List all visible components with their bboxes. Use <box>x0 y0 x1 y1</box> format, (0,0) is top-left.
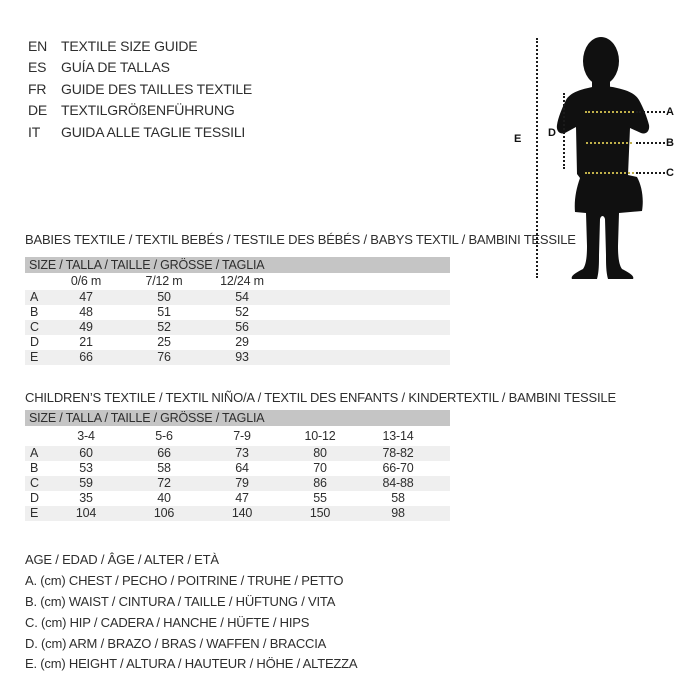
language-line <box>28 122 252 143</box>
table-cell: 21 <box>79 335 93 349</box>
table-cell: 106 <box>153 506 175 520</box>
legend-line: AGE / EDAD / ÂGE / ALTER / ETÀ <box>25 552 219 567</box>
measurement-legend <box>25 550 357 675</box>
table-cell: 25 <box>157 335 171 349</box>
table-cell: 78-82 <box>382 446 414 460</box>
babies-table-title: BABIES TEXTILE / TEXTIL BEBÉS / TESTILE DES BÉBÉS / BABYS TEXTIL / BAMBINI TESSILE <box>25 232 576 247</box>
table-cell: 72 <box>157 476 171 490</box>
table-cell: 59 <box>79 476 93 490</box>
legend-line: C. (cm) HIP / CADERA / HANCHE / HÜFTE / HIPS <box>25 614 310 630</box>
legend-line: D. (cm) ARM / BRAZO / BRAS / WAFFEN / BRACCIA <box>25 635 327 651</box>
table-cell: 58 <box>391 491 405 505</box>
waist-measure-line-B <box>586 142 632 144</box>
column-spacer <box>25 427 47 446</box>
table-cell: 73 <box>235 446 249 460</box>
table-cell: 80 <box>313 446 327 460</box>
measure-label-c: C <box>666 167 674 179</box>
table-cell: 47 <box>235 491 249 505</box>
legend-line: A. (cm) CHEST / PECHO / POITRINE / TRUHE / PETTO <box>25 572 344 588</box>
table-cell: 93 <box>235 350 249 364</box>
children-size-header-bar: SIZE / TALLA / TAILLE / GRÖSSE / TAGLIA <box>25 410 450 426</box>
column-header: 10-12 <box>304 429 336 443</box>
table-cell: 60 <box>79 446 93 460</box>
table-cell: 58 <box>157 461 171 475</box>
table-cell: 40 <box>157 491 171 505</box>
table-row <box>25 320 450 335</box>
measure-label-a: A <box>666 106 674 118</box>
table-row <box>25 491 450 506</box>
babies-table-body <box>25 290 450 365</box>
column-header: 12/24 m <box>220 274 264 288</box>
table-row <box>25 305 450 320</box>
row-label: A <box>30 446 39 460</box>
language-line <box>28 57 252 78</box>
row-label: E <box>30 506 39 520</box>
column-header: 7-9 <box>233 429 251 443</box>
table-cell: 64 <box>235 461 249 475</box>
table-cell: 35 <box>79 491 93 505</box>
language-title: GUIDA ALLE TAGLIE TESSILI <box>61 123 246 140</box>
table-cell: 140 <box>231 506 253 520</box>
table-row <box>25 290 450 305</box>
babies-size-header-bar: SIZE / TALLA / TAILLE / GRÖSSE / TAGLIA <box>25 257 450 273</box>
table-cell: 51 <box>157 305 171 319</box>
measure-label-e: E <box>514 133 522 145</box>
column-header: 7/12 m <box>145 274 183 288</box>
language-code: ES <box>28 59 47 76</box>
legend-line: E. (cm) HEIGHT / ALTURA / HAUTEUR / HÖHE / ALTEZZA <box>25 656 358 672</box>
language-code: IT <box>28 123 41 140</box>
table-row <box>25 476 450 491</box>
language-line <box>28 100 252 121</box>
language-code: FR <box>28 80 47 97</box>
table-cell: 52 <box>235 305 249 319</box>
hip-measure-line-C <box>585 172 634 174</box>
table-cell: 52 <box>157 320 171 334</box>
measure-label-b: B <box>666 137 674 149</box>
row-label: A <box>30 290 39 304</box>
children-column-headers <box>25 427 450 446</box>
table-cell: 50 <box>157 290 171 304</box>
column-spacer <box>25 273 47 290</box>
table-cell: 70 <box>313 461 327 475</box>
table-cell: 56 <box>235 320 249 334</box>
table-cell: 84-88 <box>382 476 414 490</box>
language-title: TEXTILE SIZE GUIDE <box>61 38 198 54</box>
waist-measure-leader-B <box>636 142 665 144</box>
row-label: C <box>30 320 39 334</box>
row-label: D <box>30 491 39 505</box>
table-cell: 66 <box>79 350 93 364</box>
language-title: GUIDE DES TAILLES TEXTILE <box>61 80 253 97</box>
table-cell: 47 <box>79 290 93 304</box>
arm-measure-line-D <box>563 93 565 169</box>
language-line <box>28 36 252 57</box>
table-row <box>25 506 450 521</box>
row-label: D <box>30 335 39 349</box>
children-table-body <box>25 446 450 521</box>
language-line <box>28 79 252 100</box>
column-header: 0/6 m <box>70 274 102 288</box>
language-code: DE <box>28 102 48 119</box>
row-label: B <box>30 305 39 319</box>
table-cell: 66 <box>157 446 171 460</box>
table-cell: 86 <box>313 476 327 490</box>
legend-line: B. (cm) WAIST / CINTURA / TAILLE / HÜFTUNG / VITA <box>25 593 336 609</box>
table-cell: 29 <box>235 335 249 349</box>
hip-measure-leader-C <box>636 172 665 174</box>
row-label: B <box>30 461 39 475</box>
column-header: 3-4 <box>77 429 95 443</box>
table-cell: 79 <box>235 476 249 490</box>
table-row <box>25 461 450 476</box>
table-cell: 104 <box>75 506 97 520</box>
table-cell: 55 <box>313 491 327 505</box>
language-title: TEXTILGRÖßENFÜHRUNG <box>61 102 235 119</box>
children-table-title: CHILDREN’S TEXTILE / TEXTIL NIÑO/A / TEXTIL DES ENFANTS / KINDERTEXTIL / BAMBINI TESSILE <box>25 390 616 405</box>
table-cell: 76 <box>157 350 171 364</box>
babies-column-headers <box>25 273 450 290</box>
language-title: GUÍA DE TALLAS <box>61 59 170 76</box>
chest-measure-leader-A <box>636 111 665 113</box>
measure-label-d: D <box>548 127 556 139</box>
table-cell: 53 <box>79 461 93 475</box>
table-cell: 49 <box>79 320 93 334</box>
row-label: E <box>30 350 39 364</box>
language-header <box>28 36 252 143</box>
column-header: 5-6 <box>155 429 173 443</box>
table-cell: 54 <box>235 290 249 304</box>
table-cell: 98 <box>391 506 405 520</box>
table-cell: 150 <box>309 506 331 520</box>
row-label: C <box>30 476 39 490</box>
table-row <box>25 335 450 350</box>
table-row <box>25 350 450 365</box>
language-code: EN <box>28 38 48 54</box>
table-cell: 48 <box>79 305 93 319</box>
chest-measure-line-A <box>585 111 634 113</box>
table-row <box>25 446 450 461</box>
column-header: 13-14 <box>382 429 414 443</box>
table-cell: 66-70 <box>382 461 414 475</box>
